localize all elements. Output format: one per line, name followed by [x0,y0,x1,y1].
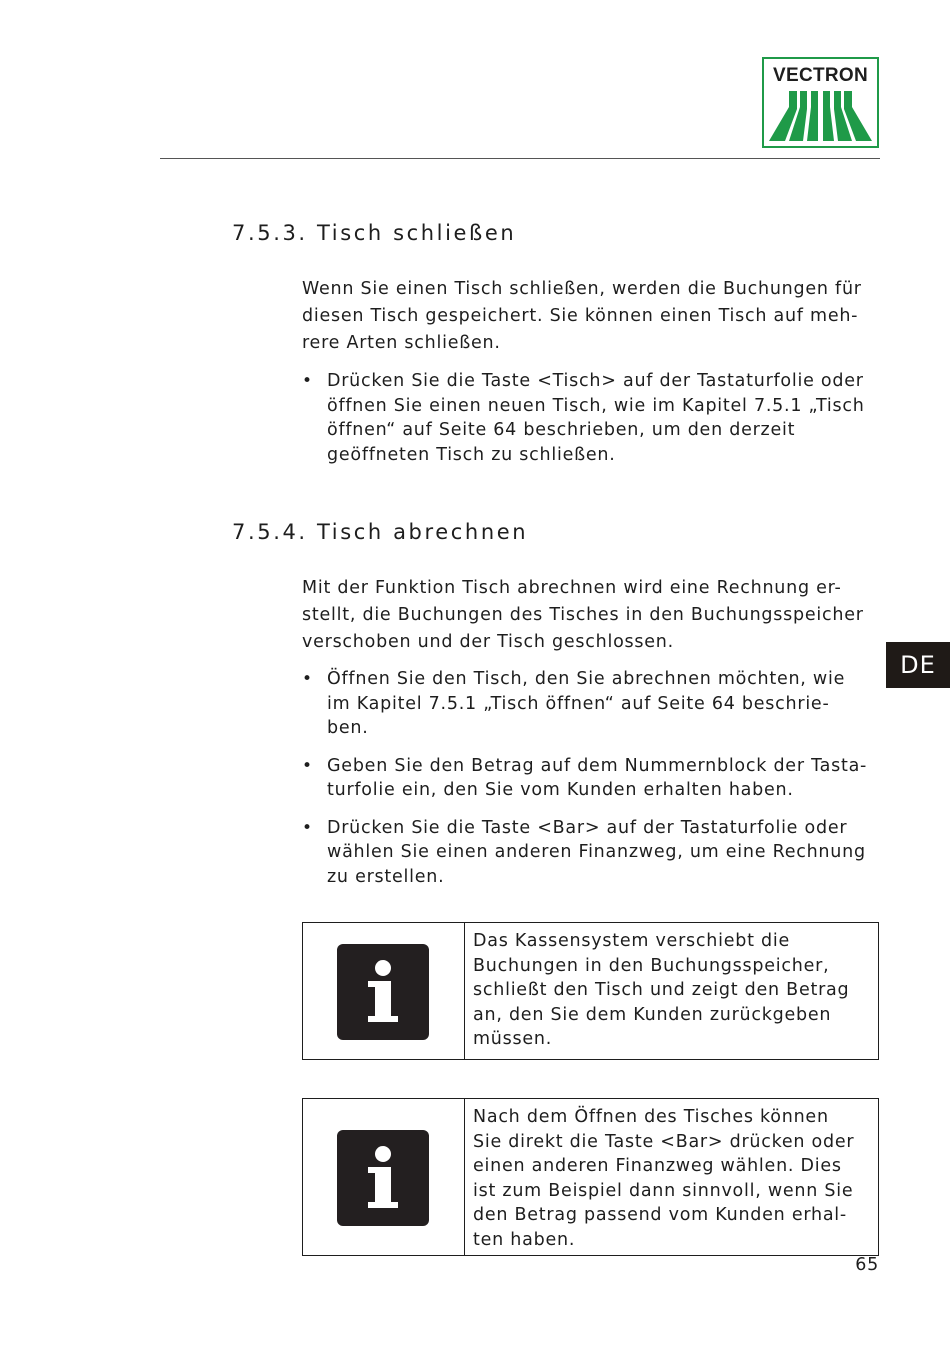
note-line: Das Kassensystem verschiebt die [473,931,790,951]
bullet-line: wählen Sie einen anderen Finanzweg, um eine Rechnung [327,842,866,862]
info-icon [337,944,429,1040]
list-item [302,369,892,467]
bullet-line: geöffneten Tisch zu schließen. [327,444,616,465]
paragraph-line: diesen Tisch gespeichert. Sie können einen Tisch auf meh- [302,306,859,326]
info-icon [337,1130,429,1226]
list-item [302,816,892,890]
note-line: müssen. [473,1029,553,1049]
list-item [302,667,892,741]
section-heading-7-5-3: 7.5.3. Tisch schließen [232,221,517,245]
note-icon-cell [303,923,465,1059]
bullet-icon: • [302,817,313,838]
bullet-line: Drücken Sie die Taste <Tisch> auf der Tastaturfolie oder [327,371,864,391]
bullet-icon: • [302,755,313,776]
header-rule [160,158,880,159]
vectron-logo-mark [769,91,872,141]
note-line: den Betrag passend vom Kunden erhal- [473,1205,847,1225]
section-heading-7-5-4: 7.5.4. Tisch abrechnen [232,520,529,544]
paragraph-line: stellt, die Buchungen des Tisches in den Buchungsspeicher [302,605,864,625]
bullet-icon: • [302,669,313,689]
note-line: ten haben. [473,1229,576,1250]
note-line: an, den Sie dem Kunden zurückgeben [473,1004,832,1025]
page-number: 65 [855,1255,879,1275]
note-line: schließt den Tisch und zeigt den Betrag [473,980,850,1000]
bullet-line: öffnen“ auf Seite 64 beschrieben, um den derzeit [327,420,796,440]
section-paragraph [302,276,880,357]
note-line: Buchungen in den Buchungsspeicher, [473,955,830,976]
note-line: ist zum Beispiel dann sinnvoll, wenn Sie [473,1180,854,1201]
bullet-icon: • [302,371,313,391]
info-note [302,922,879,1060]
bullet-line: im Kapitel 7.5.1 „Tisch öffnen“ auf Seite 64 beschrie- [327,693,830,714]
paragraph-line: verschoben und der Tisch geschlossen. [302,632,674,652]
list-item [302,754,892,803]
bullet-line: Öffnen Sie den Tisch, den Sie abrechnen möchten, wie [327,669,846,689]
bullet-line: öffnen Sie einen neuen Tisch, wie im Kapitel 7.5.1 „Tisch [327,395,865,416]
logo-text: VECTRON [773,65,868,86]
bullet-line: ben. [327,718,369,738]
note-line: Sie direkt die Taste <Bar> drücken oder [473,1131,855,1152]
note-line: einen anderen Finanzweg wählen. Dies [473,1156,842,1176]
bullet-list [302,667,892,902]
bullet-line: Geben Sie den Betrag auf dem Nummernblock der Tasta- [327,755,868,776]
paragraph-line: rere Arten schließen. [302,333,501,353]
note-icon-cell [303,1099,465,1255]
language-tab: DE [886,642,950,688]
paragraph-line: Wenn Sie einen Tisch schließen, werden die Buchungen für [302,279,862,299]
note-line: Nach dem Öffnen des Tisches können [473,1107,829,1127]
note-text [465,923,857,1059]
info-note [302,1098,879,1256]
bullet-line: turfolie ein, den Sie vom Kunden erhalten haben. [327,780,794,800]
bullet-line: Drücken Sie die Taste <Bar> auf der Tastaturfolie oder [327,817,848,838]
section-paragraph [302,575,880,656]
note-text [465,1099,862,1255]
bullet-list [302,369,892,480]
paragraph-line: Mit der Funktion Tisch abrechnen wird eine Rechnung er- [302,578,842,598]
bullet-line: zu erstellen. [327,866,445,887]
vectron-logo [762,57,879,148]
